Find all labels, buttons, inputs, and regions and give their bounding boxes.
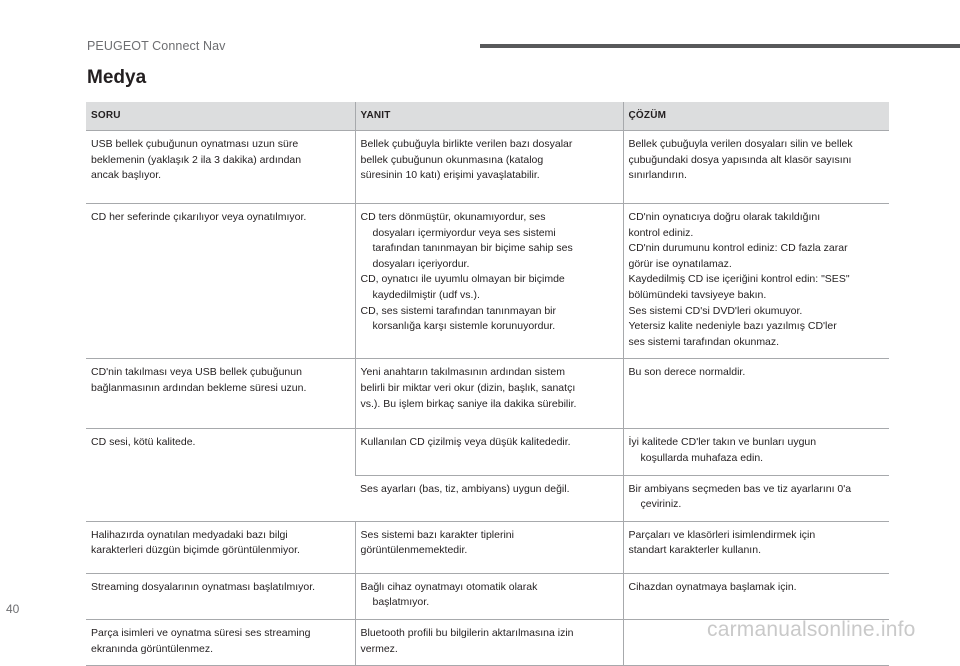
table-header-row	[86, 102, 889, 131]
cell-text-line: Ses sistemi CD'si DVD'leri okumuyor.	[628, 304, 803, 317]
question-cell	[86, 521, 355, 573]
solution-cell	[623, 359, 889, 429]
answer-cell	[355, 619, 623, 665]
answer-cell	[355, 521, 623, 573]
cell-text-line: vermez.	[360, 642, 398, 655]
question-cell	[86, 619, 355, 665]
solution-cell	[623, 204, 889, 359]
cell-text-line: çubuğundaki dosya yapısında alt klasör sayısını	[628, 153, 852, 166]
cell-text-line: USB bellek çubuğunun oynatması uzun süre	[91, 138, 299, 150]
table-row	[86, 131, 889, 204]
answer-cell	[355, 359, 623, 429]
cell-text-line: Bellek çubuğuyla verilen dosyaları silin ve bellek	[628, 138, 853, 150]
cell-text-line: kaydedilmiştir (udf vs.).	[372, 288, 480, 301]
cell-text-line: standart karakterler kullanın.	[628, 544, 761, 557]
solution-cell	[623, 475, 889, 521]
cell-text-line: beklemenin (yaklaşık 2 ila 3 dakika) ardından	[91, 153, 302, 166]
header-divider-bar	[480, 44, 960, 48]
cell-text-line: sınırlandırın.	[628, 169, 687, 182]
cell-text-line: görür ise oynatılamaz.	[628, 257, 732, 270]
answer-cell	[355, 475, 623, 521]
cell-text-line: CD'nin durumunu kontrol ediniz: CD fazla zarar	[628, 242, 848, 255]
table-row	[86, 521, 889, 573]
solution-cell	[623, 429, 889, 475]
cell-text-line: ancak başlıyor.	[91, 169, 162, 182]
cell-text-line: Halihazırda oynatılan medyadaki bazı bilgi	[91, 528, 288, 541]
troubleshooting-table	[86, 102, 889, 666]
question-cell	[86, 573, 355, 619]
cell-text-line: ekranında görüntülenmez.	[91, 642, 213, 655]
table-row	[86, 573, 889, 619]
cell-text-line: Bağlı cihaz oynatmayı otomatik olarak	[360, 580, 538, 593]
cell-text-line: belirli bir miktar veri okur (dizin, başlık, sanatçı	[360, 381, 576, 394]
cell-text-line: süresinin 10 katı) erişimi yavaşlatabilir.	[360, 169, 540, 182]
cell-text-line: dosyaları içermiyordur veya ses sistemi	[372, 226, 556, 239]
cell-text-line: Parçaları ve klasörleri isimlendirmek için	[628, 528, 816, 541]
cell-text-line: Yeni anahtarın takılmasının ardından sistem	[360, 366, 565, 379]
cell-text-line: Streaming dosyalarının oynatması başlatılmıyor.	[91, 580, 316, 593]
answer-cell	[355, 429, 623, 475]
cell-text-line: bağlanmasının ardından bekleme süresi uzun.	[91, 381, 307, 394]
cell-text-line: dosyaları içeriyordur.	[372, 257, 470, 270]
cell-text-line: bellek çubuğunun okunmasına (katalog	[360, 153, 544, 166]
cell-text-line: çeviriniz.	[640, 498, 682, 511]
answer-cell	[355, 573, 623, 619]
cell-text-line: CD'nin takılması veya USB bellek çubuğunun	[91, 366, 302, 379]
cell-text-line: İyi kalitede CD'ler takın ve bunları uygun	[628, 436, 817, 449]
column-header-answer: YANIT	[355, 102, 623, 131]
cell-text-line: vs.). Bu işlem birkaç saniye ila dakika sürebilir.	[360, 397, 577, 410]
cell-text-line: görüntülenmemektedir.	[360, 544, 468, 557]
cell-text-line: Kullanılan CD çizilmiş veya düşük kalitededir.	[360, 436, 571, 449]
document-header-title: PEUGEOT Connect Nav	[87, 39, 226, 53]
cell-text-line: kontrol ediniz.	[628, 226, 694, 239]
cell-text-line: CD, ses sistemi tarafından tanınmayan bir	[360, 304, 557, 317]
cell-text-line: Parça isimleri ve oynatma süresi ses streaming	[91, 626, 311, 639]
page-title: Medya	[87, 67, 147, 88]
column-header-question: SORU	[86, 102, 355, 131]
answer-cell	[355, 204, 623, 359]
cell-text-line: CD'nin oynatıcıya doğru olarak takıldığını	[628, 211, 821, 223]
question-cell	[86, 204, 355, 359]
cell-text-line: tarafından tanınmayan bir biçime sahip ses	[372, 242, 573, 255]
cell-text-line: CD, oynatıcı ile uyumlu olmayan bir biçimde	[360, 273, 565, 286]
question-cell	[86, 429, 355, 521]
cell-text-line: Ses sistemi bazı karakter tiplerini	[360, 528, 514, 541]
cell-text-line: ses sistemi tarafından okunmaz.	[628, 335, 780, 348]
column-header-solution: ÇÖZÜM	[623, 102, 889, 131]
question-cell	[86, 131, 355, 204]
cell-text-line: Kaydedilmiş CD ise içeriğini kontrol edin: "SES"	[628, 273, 850, 286]
cell-text-line: Ses ayarları (bas, tiz, ambiyans) uygun değil.	[360, 482, 570, 495]
cell-text-line: korsanlığa karşı sistemle korunuyordur.	[372, 320, 556, 333]
watermark: carmanualsonline.info	[707, 618, 916, 641]
cell-text-line: Bellek çubuğuyla birlikte verilen bazı dosyalar	[360, 138, 573, 150]
cell-text-line: CD sesi, kötü kalitede.	[91, 436, 196, 449]
page-number: 40	[6, 602, 20, 616]
table-row	[86, 429, 889, 475]
cell-text-line: bölümündeki tavsiyeye bakın.	[628, 288, 767, 301]
solution-cell	[623, 521, 889, 573]
cell-text-line: koşullarda muhafaza edin.	[640, 451, 764, 464]
cell-text-line: Bu son derece normaldir.	[628, 366, 746, 379]
cell-text-line: Cihazdan oynatmaya başlamak için.	[628, 580, 797, 593]
cell-text-line: Bluetooth profili bu bilgilerin aktarılmasına izin	[360, 626, 574, 639]
cell-text-line: başlatmıyor.	[372, 596, 430, 609]
solution-cell	[623, 573, 889, 619]
table-row	[86, 204, 889, 359]
table-row	[86, 359, 889, 429]
cell-text-line: karakterleri düzgün biçimde görüntülenmiyor.	[91, 544, 300, 557]
cell-text-line: CD her seferinde çıkarılıyor veya oynatılmıyor.	[91, 211, 307, 223]
answer-cell	[355, 131, 623, 204]
cell-text-line: CD ters dönmüştür, okunamıyordur, ses	[360, 211, 546, 223]
solution-cell	[623, 131, 889, 204]
cell-text-line: Bir ambiyans seçmeden bas ve tiz ayarlarını 0'a	[628, 482, 852, 495]
cell-text-line: Yetersiz kalite nedeniyle bazı yazılmış CD'ler	[628, 320, 837, 333]
question-cell	[86, 359, 355, 429]
